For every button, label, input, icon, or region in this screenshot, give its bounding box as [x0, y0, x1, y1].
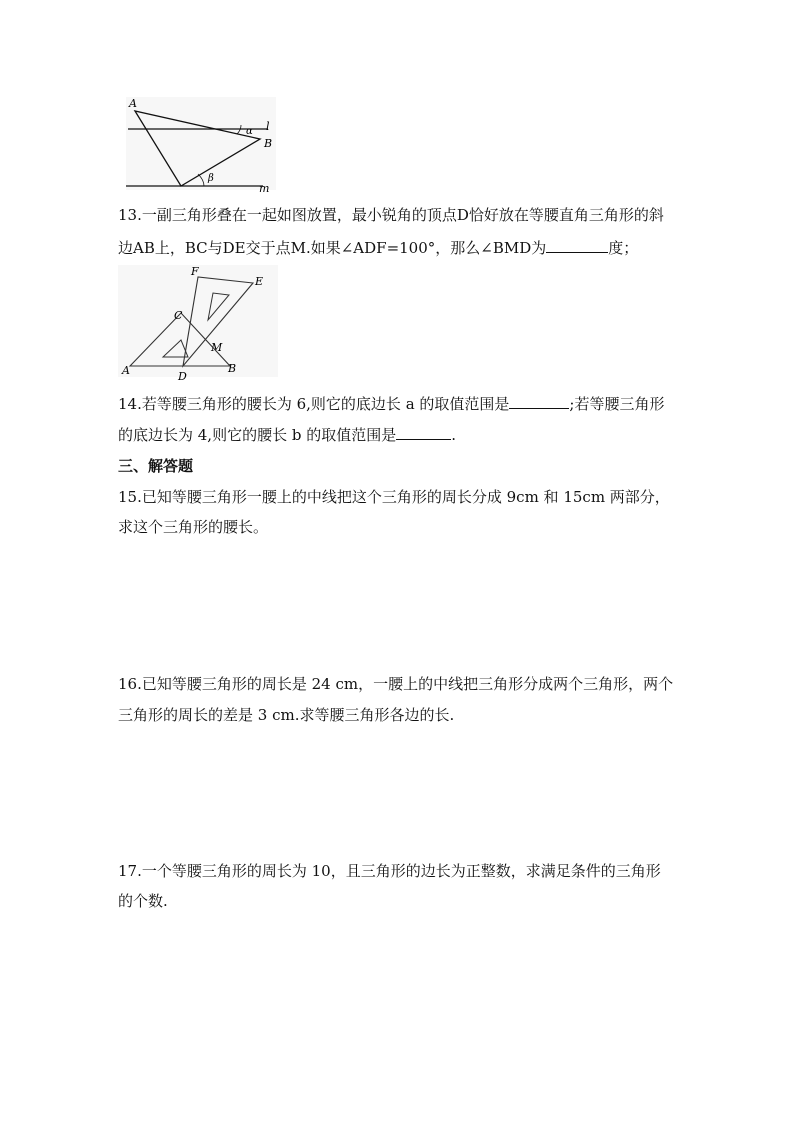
label-A: A [122, 364, 130, 377]
q17-line2: 的个数. [118, 892, 168, 910]
figure-parallel-lines-triangle [118, 94, 280, 196]
section-heading: 三、解答题 [118, 457, 194, 475]
q14-line2: 的底边长为 4,则它的腰长 b 的取值范围是 . [118, 426, 457, 444]
label-l: l [266, 120, 270, 133]
q14-answer-blank-b[interactable] [396, 425, 451, 440]
label-beta: β [208, 173, 214, 184]
q16-line1: 16.已知等腰三角形的周长是 24 cm，一腰上的中线把三角形分成两个三角形，两个 [118, 675, 674, 693]
q17-line1: 17.一个等腰三角形的周长为 10，且三角形的边长为正整数，求满足条件的三角形 [118, 862, 661, 880]
label-D: D [178, 370, 187, 382]
q15-line1: 15.已知等腰三角形一腰上的中线把这个三角形的周长分成 9cm 和 15cm 两部分， [118, 488, 670, 506]
label-F: F [191, 265, 199, 278]
q14-line1: 14.若等腰三角形的腰长为 6,则它的底边长 a 的取值范围是 ;若等腰三角形 [118, 395, 665, 413]
q14-answer-blank-a[interactable] [509, 394, 569, 409]
q15-line2: 求这个三角形的腰长。 [118, 518, 269, 536]
label-B: B [228, 362, 237, 375]
label-C: C [174, 309, 183, 322]
q16-line2: 三角形的周长的差是 3 cm.求等腰三角形各边的长. [118, 706, 455, 724]
label-E: E [255, 275, 264, 288]
figure-background [118, 265, 278, 377]
q13-answer-blank[interactable] [546, 238, 608, 253]
figure-set-squares [118, 265, 278, 382]
label-M: M [211, 341, 223, 354]
label-A: A [129, 97, 137, 110]
label-m: m [259, 182, 270, 195]
q13-line2: 边AB上，BC与DE交于点M.如果∠ADF=100°，那么∠BMD为 度； [118, 239, 639, 257]
label-B: B [264, 137, 273, 150]
q13-line1: 13.一副三角形叠在一起如图放置，最小锐角的顶点D恰好放在等腰直角三角形的斜 [118, 206, 664, 224]
label-alpha: α [246, 126, 253, 137]
